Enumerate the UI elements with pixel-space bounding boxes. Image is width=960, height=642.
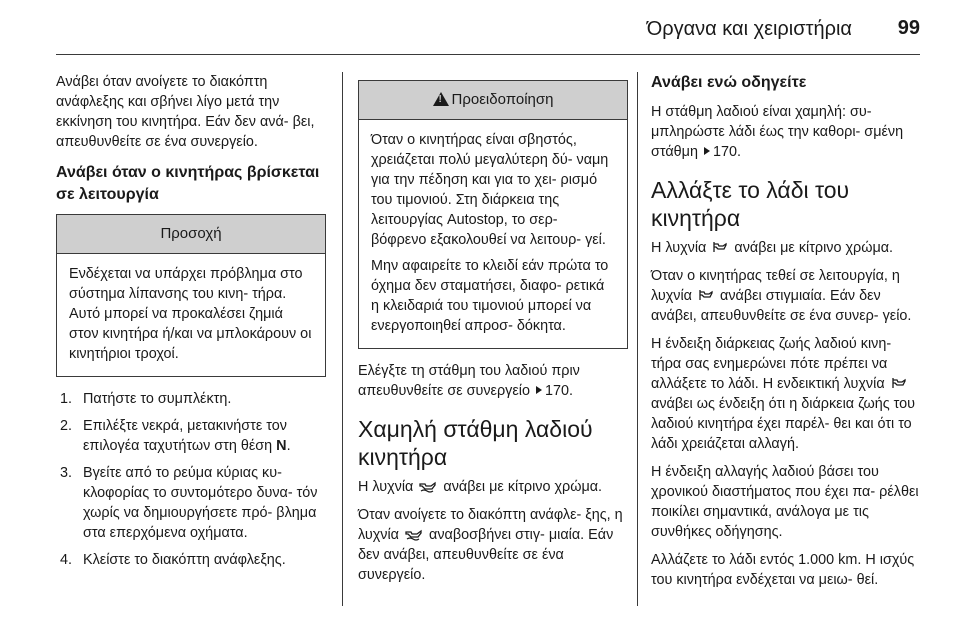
warning-box: [358, 80, 628, 349]
warning-text: Μην αφαιρείτε το κλειδί εάν πρώτα το όχημα δεν σταματήσει, διαφο- ρετικά η κλειδαριά του τιμονιού μπορεί να ενεργοποιηθεί απροσ- δόκητα.: [371, 258, 609, 334]
column-1: [56, 72, 326, 577]
page-header: [0, 0, 960, 60]
warning-text: Όταν ο κινητήρας είναι σβηστός, χρειάζεται πολύ μεγαλύτερη δύ- ναμη για την πέδηση και για το χει- ρισμό του τιμονιού. Στη διάρκεια της λειτουργίας Autostop, το σερ- βόφρενο εξακολουθεί να λειτουρ- γεί.: [371, 132, 609, 248]
oil-level-icon: [419, 480, 437, 493]
section-heading: Ανάβει ενώ οδηγείτε: [651, 74, 807, 91]
paragraph: Όταν ανοίγετε το διακόπτη ανάφλε- ξης, η λυχνία αναβοσβήνει στιγ- μιαία. Εάν δεν ανάβει, απευθυνθείτε σε ένα συνεργείο.: [358, 507, 623, 583]
paragraph: Η στάθμη λαδιού είναι χαμηλή: συ- μπληρώστε λάδι έως την καθορι- σμένη στάθμη 170.: [651, 104, 904, 160]
paragraph: Η ένδειξη διάρκειας ζωής λαδιού κινη- τήρα σας ενημερώνει πότε πρέπει να αλλάξετε το λάδι. Η ενδεικτική λυχνία ανάβει ως ένδειξη ότι η διάρκεια ζωής του λαδιού κινητήρα έχει παρέλ- θει και ότι το λάδι χρειάζεται αλλαγή.: [651, 336, 915, 452]
section-heading: Ανάβει όταν ο κινητήρας βρίσκεται σε λειτουργία: [56, 164, 320, 203]
oil-change-icon: [698, 289, 714, 302]
intro-paragraph: Ανάβει όταν ανοίγετε το διακόπτη ανάφλεξης και σβήνει λίγο μετά την εκκίνηση του κινητήρα. Εάν δεν ανά- βει, απευθυνθείτε σε ένα συνεργείο.: [56, 74, 315, 150]
warning-header: [359, 81, 627, 120]
page-ref-icon: [536, 386, 542, 394]
paragraph: Η ένδειξη αλλαγής λαδιού βάσει του χρονικού διαστήματος που έχει πα- ρέλθει ποικίλει σημαντικά, ανάλογα με τις συνθήκες οδήγησης.: [651, 464, 919, 540]
list-item: 3. Βγείτε από το ρεύμα κύριας κυ- κλοφορίας το συντομότερο δυνα- τόν χωρίς να δημιουργήσετε πρό- βλημα στα επερχόμενα οχήματα.: [60, 465, 318, 541]
page-number: 99: [897, 17, 920, 39]
caution-text: Ενδέχεται να υπάρχει πρόβλημα στο σύστημα λίπανσης του κινη- τήρα. Αυτό μπορεί να προκαλέσει ζημιά στον κινητήρα ή/και να μπλοκάρουν οι κινητήριοι τροχοί.: [69, 266, 312, 362]
section-heading: Αλλάξτε το λάδι του κινητήρα: [651, 177, 850, 231]
column-3: [651, 72, 921, 598]
column-divider: [637, 72, 638, 606]
paragraph: Αλλάζετε το λάδι εντός 1.000 km. Η ισχύς του κινητήρα ενδέχεται να μειω- θεί.: [651, 552, 915, 588]
oil-change-icon: [891, 377, 907, 390]
header-title: Όργανα και χειριστήρια: [646, 18, 852, 40]
page-ref-icon: [704, 147, 710, 155]
caution-box: [56, 214, 326, 377]
paragraph: Η λυχνία ανάβει με κίτρινο χρώμα.: [651, 240, 894, 256]
steps-list: [56, 389, 326, 570]
list-item: 1. Πατήστε το συμπλέκτη.: [60, 391, 232, 407]
oil-level-icon: [405, 528, 423, 541]
header-rule: [56, 54, 920, 55]
oil-change-icon: [712, 241, 728, 254]
paragraph: Η λυχνία ανάβει με κίτρινο χρώμα.: [358, 479, 603, 495]
column-2: [358, 72, 628, 593]
list-item: 4. Κλείστε το διακόπτη ανάφλεξης.: [60, 552, 286, 568]
list-item: 2. Επιλέξτε νεκρά, μετακινήστε τον επιλογέα ταχυτήτων στη θέση N.: [60, 418, 291, 454]
paragraph: Όταν ο κινητήρας τεθεί σε λειτουργία, η λυχνία ανάβει στιγμιαία. Εάν δεν ανάβει, απευθυνθείτε σε ένα συνερ- γείο.: [651, 268, 912, 324]
column-divider: [342, 72, 343, 606]
warning-icon: [433, 92, 449, 106]
warning-title: Προειδοποίηση: [451, 91, 554, 108]
section-heading: Χαμηλή στάθμη λαδιού κινητήρα: [358, 416, 593, 470]
caution-title: Προσοχή: [57, 215, 325, 254]
check-paragraph: Ελέγξτε τη στάθμη του λαδιού πριν απευθυνθείτε σε συνεργείο 170.: [358, 363, 580, 399]
